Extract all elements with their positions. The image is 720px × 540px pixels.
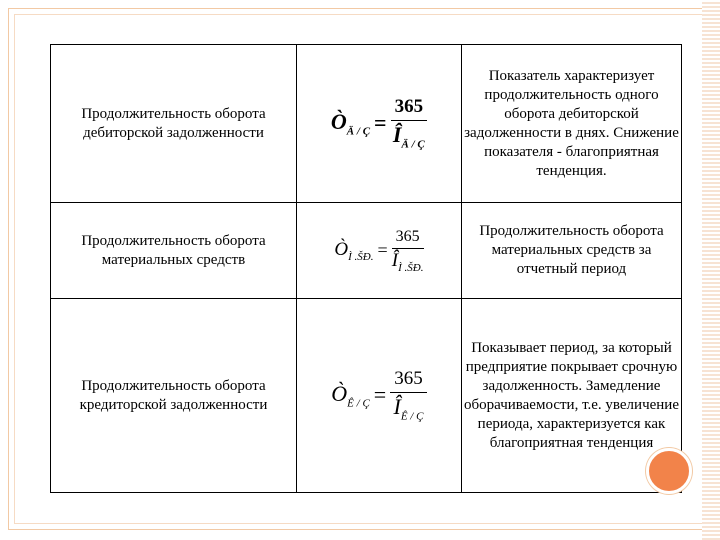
formula-lhs: $Ò_{Ì .ŠÐ.}$ <box>334 238 374 263</box>
indicator-name: Продолжительность оборота материальных средств <box>51 203 297 299</box>
slide-accent-circle <box>646 448 692 494</box>
formula-denominator: $Î_{Ä / Ç}$ <box>392 122 425 151</box>
formula-lhs: $Ò_{Ê / Ç}$ <box>331 381 370 410</box>
indicators-table <box>50 44 682 493</box>
formula <box>297 96 461 150</box>
indicator-description: Показатель характеризует продолжительность одного оборота дебиторской задолженности в днях. Снижение показателя - благоприятная тенденция. <box>462 45 682 203</box>
formula-denominator: $Î_{Ì .ŠÐ.}$ <box>391 249 424 274</box>
formula-equals: = <box>377 239 388 260</box>
formula-cell <box>297 203 462 299</box>
formula-equals: = <box>374 110 387 136</box>
formula-fraction <box>391 96 428 150</box>
table-row <box>51 203 682 299</box>
indicator-description: Показывает период, за который предприятие покрывает срочную задолженность. Замедление оборачиваемости, т.е. увеличение периода, характеризуется как благоприятная тенденция <box>462 299 682 493</box>
formula-numerator: 365 <box>390 368 427 393</box>
formula-fraction <box>390 368 427 422</box>
formula <box>297 228 461 274</box>
indicator-name: Продолжительность оборота дебиторской задолженности <box>51 45 297 203</box>
indicator-name: Продолжительность оборота кредиторской задолженности <box>51 299 297 493</box>
formula-denominator: $Î_{Ê / Ç}$ <box>393 394 424 423</box>
formula-numerator: 365 <box>391 96 428 121</box>
table-row <box>51 299 682 493</box>
formula-numerator: 365 <box>392 228 424 249</box>
formula-equals: = <box>373 382 387 408</box>
formula-lhs: $Ò_{Ä / Ç}$ <box>330 109 371 138</box>
formula-cell <box>297 45 462 203</box>
formula-cell <box>297 299 462 493</box>
formula <box>297 368 461 422</box>
slide-accent-stripe <box>702 0 720 540</box>
table-row <box>51 45 682 203</box>
formula-fraction <box>392 228 424 274</box>
indicator-description: Продолжительность оборота материальных средств за отчетный период <box>462 203 682 299</box>
